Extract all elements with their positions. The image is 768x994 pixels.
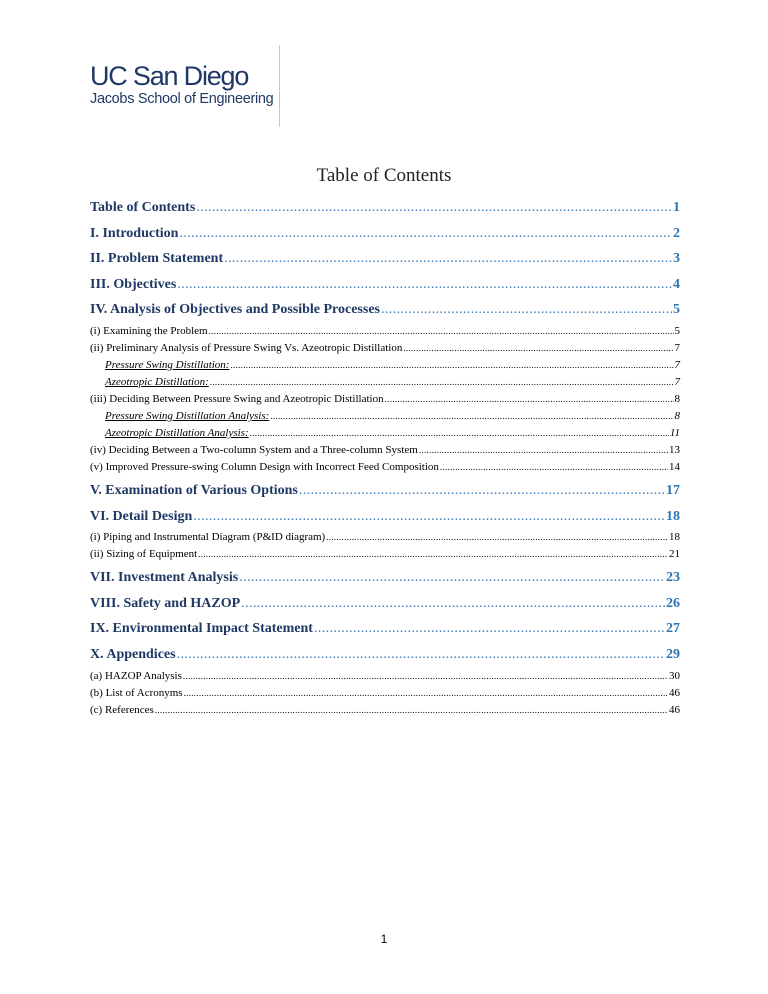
toc-entry-page[interactable]: 14 — [669, 460, 680, 473]
toc-entry[interactable] — [90, 565, 680, 591]
toc-entry-label[interactable]: (b) List of Acronyms — [90, 686, 183, 699]
toc-entry[interactable] — [90, 478, 680, 504]
toc-entry-label[interactable]: X. Appendices — [90, 646, 176, 662]
university-logo — [90, 62, 273, 107]
toc-entry[interactable] — [90, 357, 680, 374]
dot-leader — [155, 702, 668, 719]
dot-leader — [230, 357, 673, 374]
logo-main-text: UC San Diego — [90, 61, 249, 91]
toc-entry[interactable] — [90, 408, 680, 425]
dot-leader — [270, 408, 673, 425]
dot-leader — [381, 297, 672, 323]
toc-entry-label[interactable]: (i) Piping and Instrumental Diagram (P&ID diagram) — [90, 531, 326, 544]
toc-entry-page[interactable]: 1 — [673, 200, 680, 215]
logo-divider — [279, 45, 280, 127]
toc-entry-page[interactable]: 11 — [669, 426, 680, 439]
toc-entry-label[interactable]: Table of Contents — [90, 200, 196, 215]
dot-leader — [314, 616, 665, 642]
dot-leader — [198, 546, 668, 563]
toc-entry-label[interactable]: Pressure Swing Distillation: — [105, 358, 230, 371]
dot-leader — [210, 374, 674, 391]
toc-entry-page[interactable]: 17 — [666, 482, 680, 498]
toc-entry-page[interactable]: 27 — [666, 621, 680, 637]
toc-entry[interactable] — [90, 425, 680, 442]
toc-entry-label[interactable]: Azeotropic Distillation: — [105, 375, 209, 388]
toc-entry-page[interactable]: 5 — [674, 324, 680, 337]
toc-entry-label[interactable]: V. Examination of Various Options — [90, 482, 298, 498]
toc-entry[interactable] — [90, 272, 680, 298]
dot-leader — [326, 529, 668, 546]
toc-entry-label[interactable]: (ii) Preliminary Analysis of Pressure Swing Vs. Azeotropic Distillation — [90, 341, 403, 354]
toc-entry-page[interactable]: 7 — [674, 358, 680, 371]
toc-entry[interactable] — [90, 642, 680, 668]
toc-entry-label[interactable]: Azeotropic Distillation Analysis: — [105, 426, 249, 439]
toc-entry-label[interactable]: (c) References — [90, 703, 154, 716]
dot-leader — [250, 425, 669, 442]
toc-entry-page[interactable]: 18 — [666, 508, 680, 524]
toc-entry[interactable] — [90, 616, 680, 642]
toc-entry-label[interactable]: VI. Detail Design — [90, 508, 193, 524]
dot-leader — [440, 459, 668, 476]
dot-leader — [224, 246, 672, 272]
page-title: Table of Contents — [316, 165, 452, 186]
toc-entry-label[interactable]: (iv) Deciding Between a Two-column System and a Three-column System — [90, 443, 418, 456]
toc-entry[interactable] — [90, 374, 680, 391]
toc-entry[interactable] — [90, 591, 680, 617]
toc-entry-page[interactable]: 21 — [669, 548, 680, 561]
dot-leader — [419, 442, 668, 459]
toc-entry-label[interactable]: Pressure Swing Distillation Analysis: — [105, 409, 270, 422]
toc-entry[interactable] — [90, 195, 680, 221]
toc-entry[interactable] — [90, 529, 680, 546]
toc-entry-page[interactable]: 29 — [666, 646, 680, 662]
page-number: 1 — [380, 932, 388, 946]
toc-entry[interactable] — [90, 546, 680, 563]
dot-leader — [239, 565, 665, 591]
toc-entry[interactable] — [90, 340, 680, 357]
toc-entry-label[interactable]: VIII. Safety and HAZOP — [90, 595, 241, 611]
toc-entry-label[interactable]: VII. Investment Analysis — [90, 570, 239, 586]
toc-entry-label[interactable]: IX. Environmental Impact Statement — [90, 621, 313, 637]
dot-leader — [177, 272, 672, 298]
dot-leader — [183, 668, 668, 685]
dot-leader — [241, 591, 665, 617]
toc-entry[interactable] — [90, 504, 680, 530]
toc-entry-label[interactable]: (ii) Sizing of Equipment — [90, 548, 198, 561]
toc-entry-page[interactable]: 30 — [669, 669, 680, 682]
toc-entry[interactable] — [90, 246, 680, 272]
toc-entry-page[interactable]: 46 — [669, 703, 680, 716]
toc-entry[interactable] — [90, 391, 680, 408]
toc-entry-label[interactable]: (i) Examining the Problem — [90, 324, 208, 337]
toc-entry-page[interactable]: 18 — [669, 531, 680, 544]
dot-leader — [385, 391, 674, 408]
dot-leader — [177, 642, 665, 668]
toc-entry-label[interactable]: IV. Analysis of Objectives and Possible Processes — [90, 302, 380, 318]
toc-entry[interactable] — [90, 323, 680, 340]
dot-leader — [196, 195, 672, 221]
dot-leader — [193, 504, 665, 530]
table-of-contents — [90, 195, 680, 719]
toc-entry-page[interactable]: 8 — [674, 409, 680, 422]
dot-leader — [299, 478, 665, 504]
toc-entry-page[interactable]: 13 — [669, 443, 680, 456]
dot-leader — [179, 221, 672, 247]
toc-entry[interactable] — [90, 702, 680, 719]
logo-sub-text: Jacobs School of Engineering — [90, 91, 274, 107]
toc-entry[interactable] — [90, 668, 680, 685]
toc-entry-label[interactable]: (v) Improved Pressure-swing Column Design with Incorrect Feed Composition — [90, 460, 439, 473]
toc-entry-page[interactable]: 7 — [674, 375, 680, 388]
dot-leader — [403, 340, 673, 357]
toc-entry[interactable] — [90, 685, 680, 702]
toc-entry[interactable] — [90, 221, 680, 247]
toc-entry-page[interactable]: 3 — [673, 251, 680, 267]
toc-entry-page[interactable]: 4 — [673, 276, 680, 292]
toc-entry-label[interactable]: (a) HAZOP Analysis — [90, 669, 182, 682]
toc-entry-page[interactable]: 26 — [666, 595, 680, 611]
dot-leader — [184, 685, 668, 702]
toc-entry-page[interactable]: 2 — [673, 225, 680, 241]
toc-entry[interactable] — [90, 459, 680, 476]
toc-entry-page[interactable]: 7 — [674, 341, 680, 354]
toc-entry-page[interactable]: 5 — [673, 302, 680, 318]
toc-entry-label[interactable]: III. Objectives — [90, 276, 177, 292]
toc-entry-label[interactable]: II. Problem Statement — [90, 251, 224, 267]
toc-entry-label[interactable]: I. Introduction — [90, 225, 179, 241]
toc-entry-page[interactable]: 46 — [669, 686, 680, 699]
dot-leader — [209, 323, 674, 340]
toc-entry[interactable] — [90, 297, 680, 323]
toc-entry[interactable] — [90, 442, 680, 459]
toc-entry-label[interactable]: (iii) Deciding Between Pressure Swing and Azeotropic Distillation — [90, 392, 384, 405]
toc-entry-page[interactable]: 23 — [666, 570, 680, 586]
toc-entry-page[interactable]: 8 — [674, 392, 680, 405]
